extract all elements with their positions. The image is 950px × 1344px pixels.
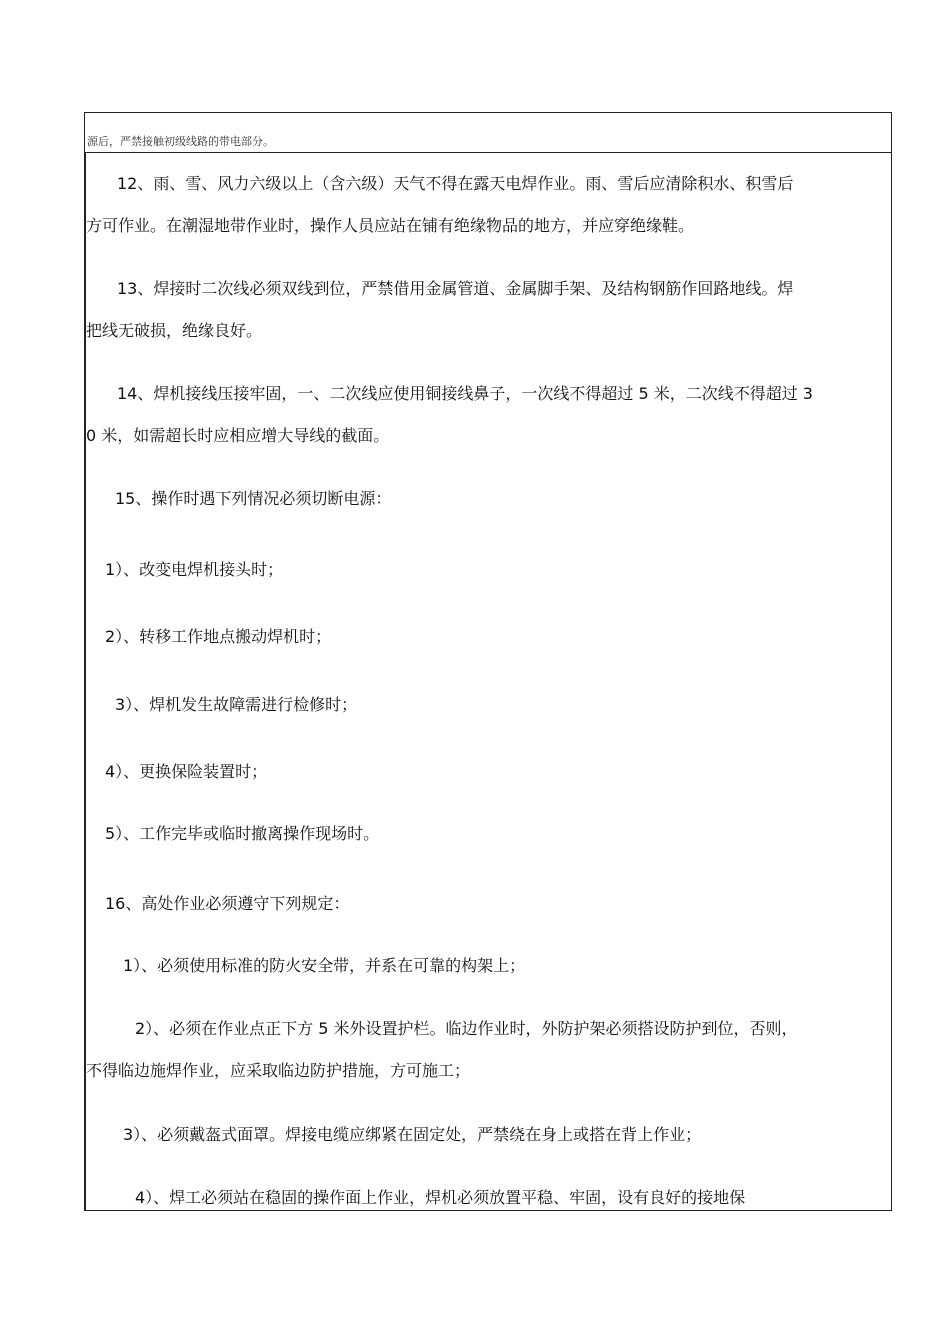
item-15-sub-5: 5）、工作完毕或临时撤离操作现场时。 — [105, 824, 380, 843]
content-table — [84, 112, 892, 1211]
item-15-title: 15、操作时遇下列情况必须切断电源： — [115, 489, 392, 508]
item-14-line-2: 0 米，如需超长时应相应增大导线的截面。 — [86, 426, 390, 445]
header-cell-text: 源后，严禁接触初级线路的带电部分。 — [87, 135, 274, 148]
item-13-line-1: 13、焊接时二次线必须双线到位，严禁借用金属管道、金属脚手架、及结构钢筋作回路地线。焊 — [117, 279, 794, 298]
item-13-line-2: 把线无破损，绝缘良好。 — [86, 321, 263, 340]
left-rule — [85, 153, 86, 1210]
item-14-line-1: 14、焊机接线压接牢固，一、二次线应使用铜接线鼻子，一次线不得超过 5 米，二次线不得超过 3 — [117, 384, 813, 403]
item-15-sub-4: 4）、更换保险装置时； — [105, 762, 268, 781]
header-cell — [85, 113, 891, 153]
item-16-sub-1: 1）、必须使用标准的防火安全带，并系在可靠的构架上； — [123, 956, 526, 975]
item-16-sub-3: 3）、必须戴盔式面罩。焊接电缆应绑紧在固定处，严禁绕在身上或搭在背上作业； — [123, 1125, 702, 1144]
item-15-sub-3: 3）、焊机发生故障需进行检修时； — [115, 695, 358, 714]
item-15-sub-1: 1）、改变电焊机接头时； — [105, 560, 284, 579]
item-15-sub-2: 2）、转移工作地点搬动焊机时； — [105, 627, 332, 646]
item-16-title: 16、高处作业必须遵守下列规定： — [105, 894, 350, 913]
item-16-sub-2-line-1: 2）、必须在作业点正下方 5 米外设置护栏。临边作业时，外防护架必须搭设防护到位，否则， — [135, 1019, 798, 1038]
item-12-line-1: 12、雨、雪、风力六级以上（含六级）天气不得在露天电焊作业。雨、雪后应清除积水、积雪后 — [117, 174, 794, 193]
item-16-sub-2-line-2: 不得临边施焊作业，应采取临边防护措施，方可施工； — [86, 1061, 471, 1080]
right-rule — [891, 153, 892, 1210]
item-16-sub-4: 4）、焊工必须站在稳固的操作面上作业，焊机必须放置平稳、牢固，设有良好的接地保 — [135, 1188, 746, 1207]
item-12-line-2: 方可作业。在潮湿地带作业时，操作人员应站在铺有绝缘物品的地方，并应穿绝缘鞋。 — [86, 216, 695, 235]
